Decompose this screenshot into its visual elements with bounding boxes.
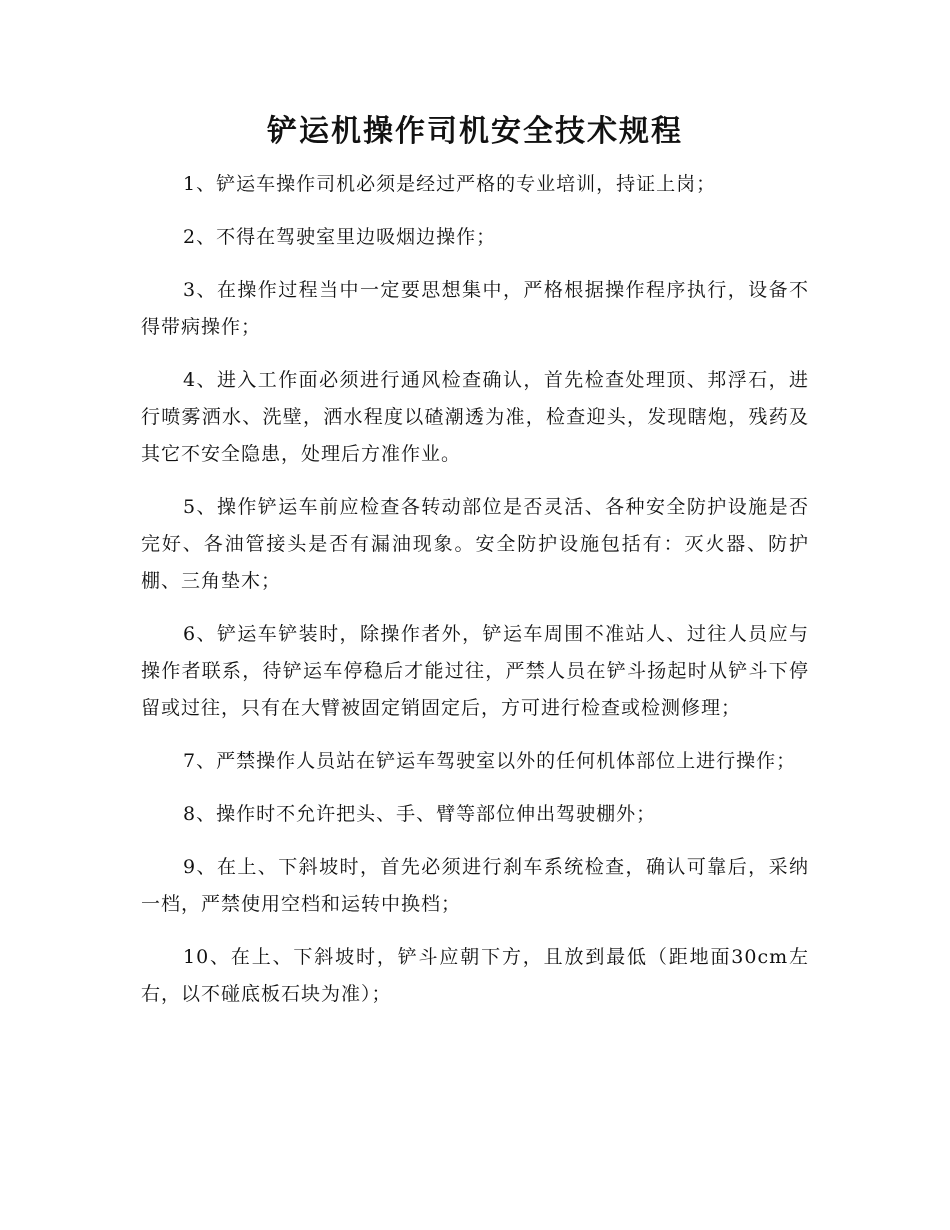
paragraph-9: 9、在上、下斜坡时，首先必须进行刹车系统检查，确认可靠后，采纳一档，严禁使用空档和运转中换档； — [141, 856, 809, 915]
document-body — [141, 166, 809, 1029]
paragraph-5: 5、操作铲运车前应检查各转动部位是否灵活、各种安全防护设施是否完好、各油管接头是否有漏油现象。安全防护设施包括有：灭火器、防护棚、三角垫木； — [141, 496, 809, 592]
document-title: 铲运机操作司机安全技术规程 — [267, 114, 683, 149]
paragraph-7: 7、严禁操作人员站在铲运车驾驶室以外的任何机体部位上进行操作； — [183, 750, 797, 772]
paragraph-1: 1、铲运车操作司机必须是经过严格的专业培训，持证上岗； — [183, 173, 717, 195]
paragraph-10: 10、在上、下斜坡时，铲斗应朝下方，且放到最低（距地面30cm左右，以不碰底板石块为准）； — [141, 946, 809, 1005]
paragraph-3: 3、在操作过程当中一定要思想集中，严格根据操作程序执行，设备不得带病操作； — [141, 279, 809, 338]
paragraph-8: 8、操作时不允许把头、手、臂等部位伸出驾驶棚外； — [183, 803, 657, 825]
paragraph-2: 2、不得在驾驶室里边吸烟边操作； — [183, 226, 497, 248]
paragraph-4: 4、进入工作面必须进行通风检查确认，首先检查处理顶、邦浮石，进行喷雾洒水、洗壁，洒水程度以碴潮透为准，检查迎头，发现瞎炮，残药及其它不安全隐患，处理后方准作业。 — [141, 369, 809, 465]
paragraph-6: 6、铲运车铲装时，除操作者外，铲运车周围不准站人、过往人员应与操作者联系，待铲运车停稳后才能过往，严禁人员在铲斗扬起时从铲斗下停留或过往，只有在大臂被固定销固定后，方可进行检查或检测修理； — [141, 623, 809, 719]
